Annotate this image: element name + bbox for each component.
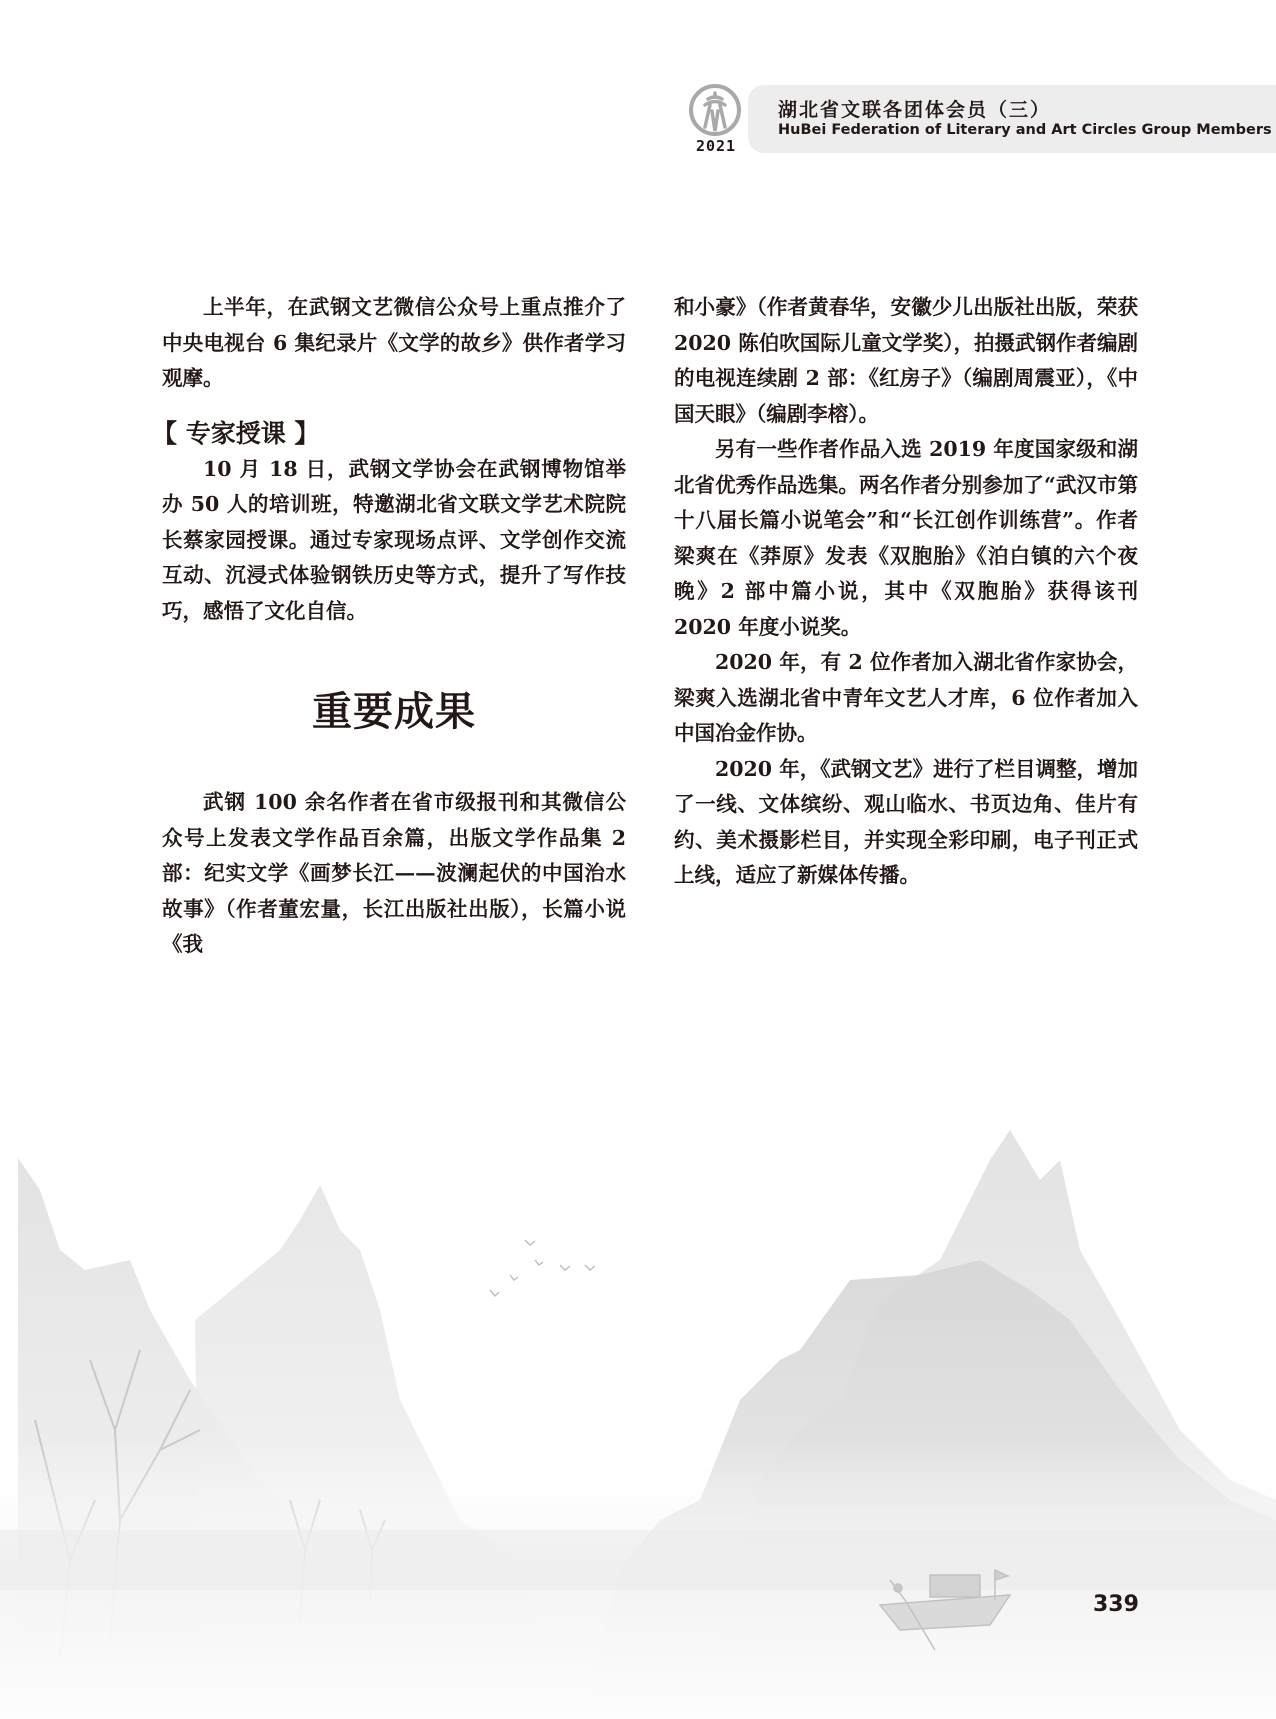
birds-icon (490, 1240, 595, 1296)
results-paragraph: 武钢 100 余名作者在省市级报刊和其微信公众号上发表文学作品百余篇，出版文学作品集 2 部：纪实文学《画梦长江——波澜起伏的中国治水故事》（作者董宏量，长江出版社出版），长篇小说《我 (162, 790, 626, 956)
anthology-paragraph: 另有一些作者作品入选 2019 年度国家级和湖北省优秀作品选集。两名作者分别参加了“武汉市第十八届长篇小说笔会”和“长江创作训练营”。作者梁爽在《莽原》发表《双胞胎》《泊白镇的六个夜晚》2 部中篇小说，其中《双胞胎》获得该刊 2020 年度小说奖。 (674, 437, 1138, 639)
left-column (152, 290, 626, 963)
magazine-paragraph: 2020 年，《武钢文艺》进行了栏目调整，增加了一线、文体缤纷、观山临水、书页边角、佳片有约、美术摄影栏目，并实现全彩印刷，电子刊正式上线，适应了新媒体传播。 (674, 756, 1138, 887)
association-paragraph: 2020 年，有 2 位作者加入湖北省作家协会，梁爽入选湖北省中青年文艺人才库，6 位作者加入中国冶金作协。 (674, 650, 1138, 745)
header-title-en: HuBei Federation of Literary and Art Circles Group Members (778, 122, 1272, 138)
logo-year: 2021 (695, 137, 737, 155)
main-heading-important-results: 重要成果 (312, 689, 476, 735)
intro-paragraph: 上半年，在武钢文艺微信公众号上重点推介了中央电视台 6 集纪录片《文学的故乡》供作者学习观摩。 (162, 295, 626, 390)
header-title-cn: 湖北省文联各团体会员（三） (778, 99, 1052, 121)
results-continuation-paragraph: 和小豪》（作者黄春华，安徽少儿出版社出版，荣获 2020 陈伯吹国际儿童文学奖），拍摄武钢作者编剧的电视连续剧 2 部：《红房子》（编剧周震亚），《中国天眼》（编剧李榕）。 (674, 295, 1138, 426)
federation-logo-icon (688, 83, 742, 137)
page-number: 339 (1093, 1592, 1139, 1617)
ink-landscape-illustration (0, 1100, 1276, 1719)
section-heading-expert-lecture: 【 专家授课 】 (152, 418, 320, 448)
expert-lecture-paragraph: 10 月 18 日，武钢文学协会在武钢博物馆举办 50 人的培训班，特邀湖北省文联文学艺术院院长蔡家园授课。通过专家现场点评、文学创作交流互动、沉浸式体验钢铁历史等方式，提升了写作技巧，感悟了文化自信。 (162, 456, 626, 623)
right-column (674, 290, 1138, 894)
